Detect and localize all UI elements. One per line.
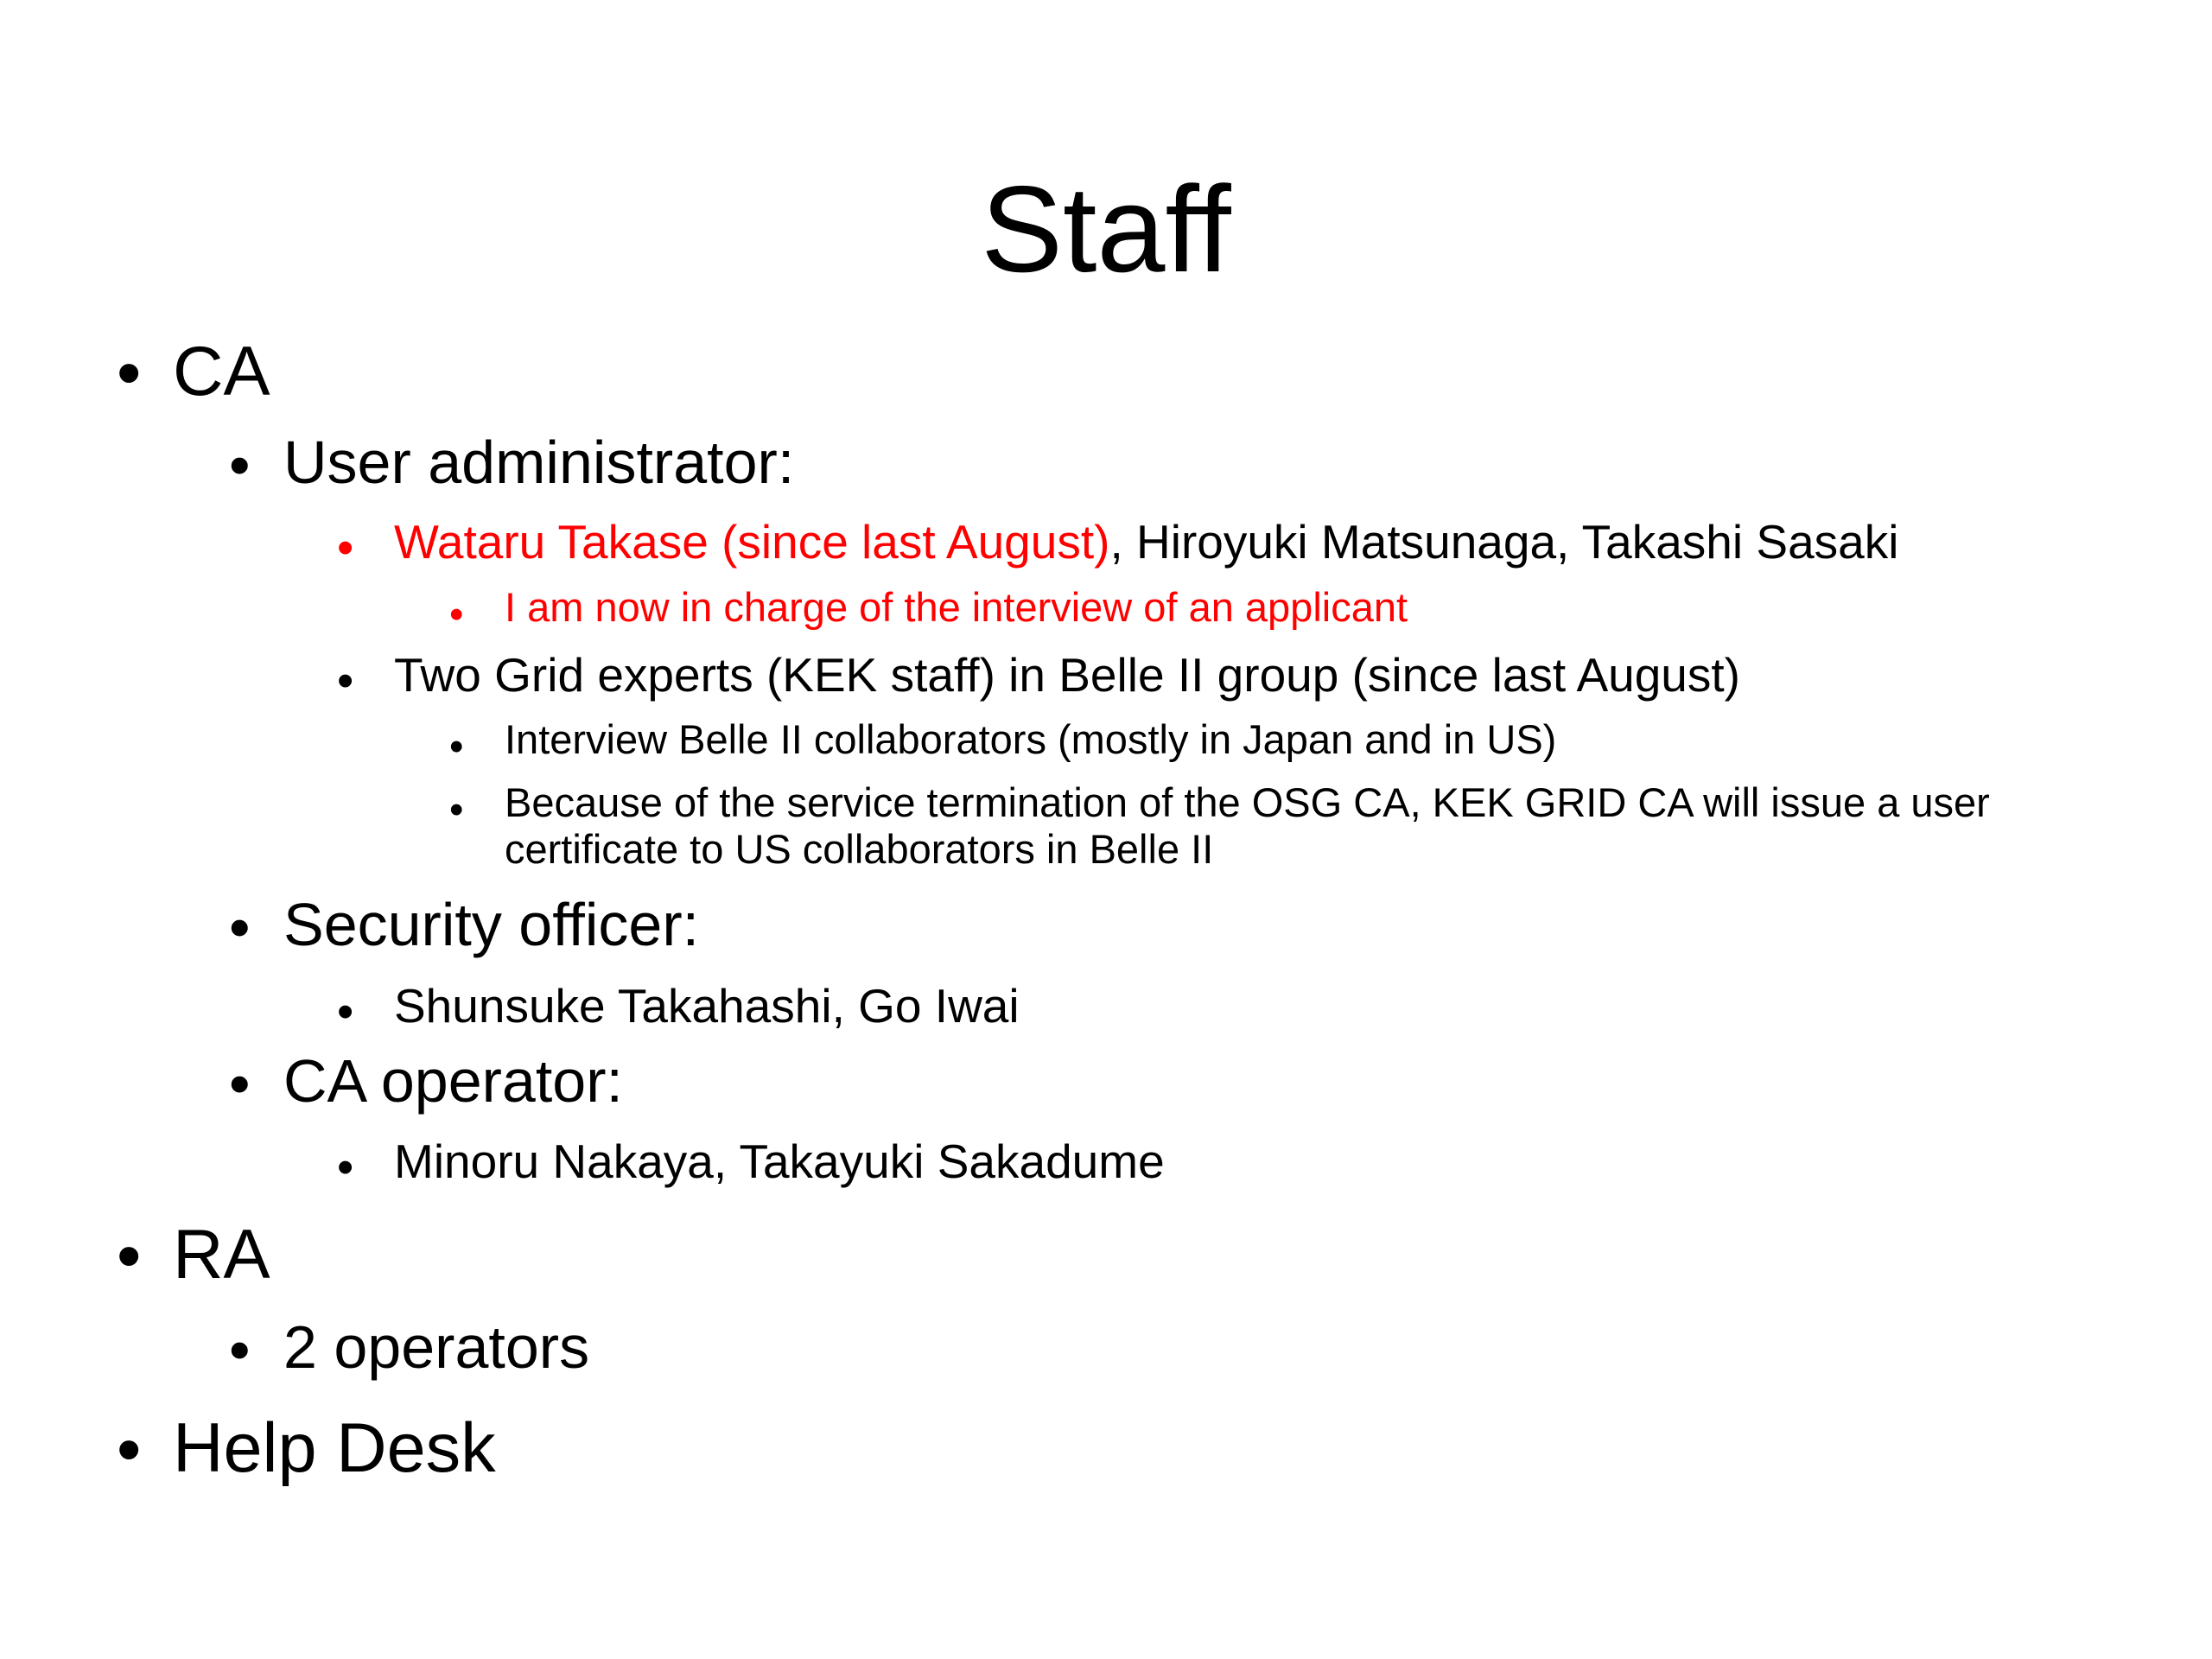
outline-item-help-desk: Help Desk [173,1409,496,1487]
outline-item-ca-operator: CA operator: [283,1047,623,1115]
outline-item-interview-note: I am now in charge of the interview of an applicant [505,584,1408,630]
outline-item-ca-operator-names: Minoru Nakaya, Takayuki Sakadume [394,1135,1165,1188]
other-names: , Hiroyuki Matsunaga, Takashi Sasaki [1109,515,1899,569]
outline-item-user-administrator: User administrator: [283,429,795,496]
bullet-icon: • [117,334,142,412]
outline-item-ra: RA [173,1216,270,1294]
bullet-icon: • [117,1217,142,1295]
outline-item-osg-note: Because of the service termination of the OSG CA, KEK GRID CA will issue a user certificate to US collaborators in Belle II [505,779,1990,873]
bullet-icon: • [337,1140,354,1193]
bullet-icon: • [117,1411,142,1489]
bullet-icon: • [229,893,251,961]
bullet-icon: • [337,520,354,574]
bullet-icon: • [449,723,464,769]
bullet-icon: • [449,786,464,832]
bullet-icon: • [229,1316,251,1383]
outline-item-security-officer: Security officer: [283,891,700,958]
bullet-icon: • [449,591,464,637]
bullet-icon: • [337,653,354,707]
highlighted-name: Wataru Takase (since last August) [394,515,1110,569]
outline-item-grid-experts: Two Grid experts (KEK staff) in Belle II group (since last August) [394,648,1740,702]
outline-item-ca: CA [173,333,270,410]
bullet-icon: • [229,1050,251,1117]
bullet-icon: • [337,984,354,1038]
outline-item-user-admin-names [394,516,1898,569]
bullet-icon: • [229,431,251,499]
outline-item-security-names: Shunsuke Takahashi, Go Iwai [394,979,1020,1033]
outline-item-interview-belle: Interview Belle II collaborators (mostly in Japan and in US) [505,716,1557,762]
outline-item-ra-operators: 2 operators [283,1313,590,1381]
slide-title: Staff [981,161,1231,298]
